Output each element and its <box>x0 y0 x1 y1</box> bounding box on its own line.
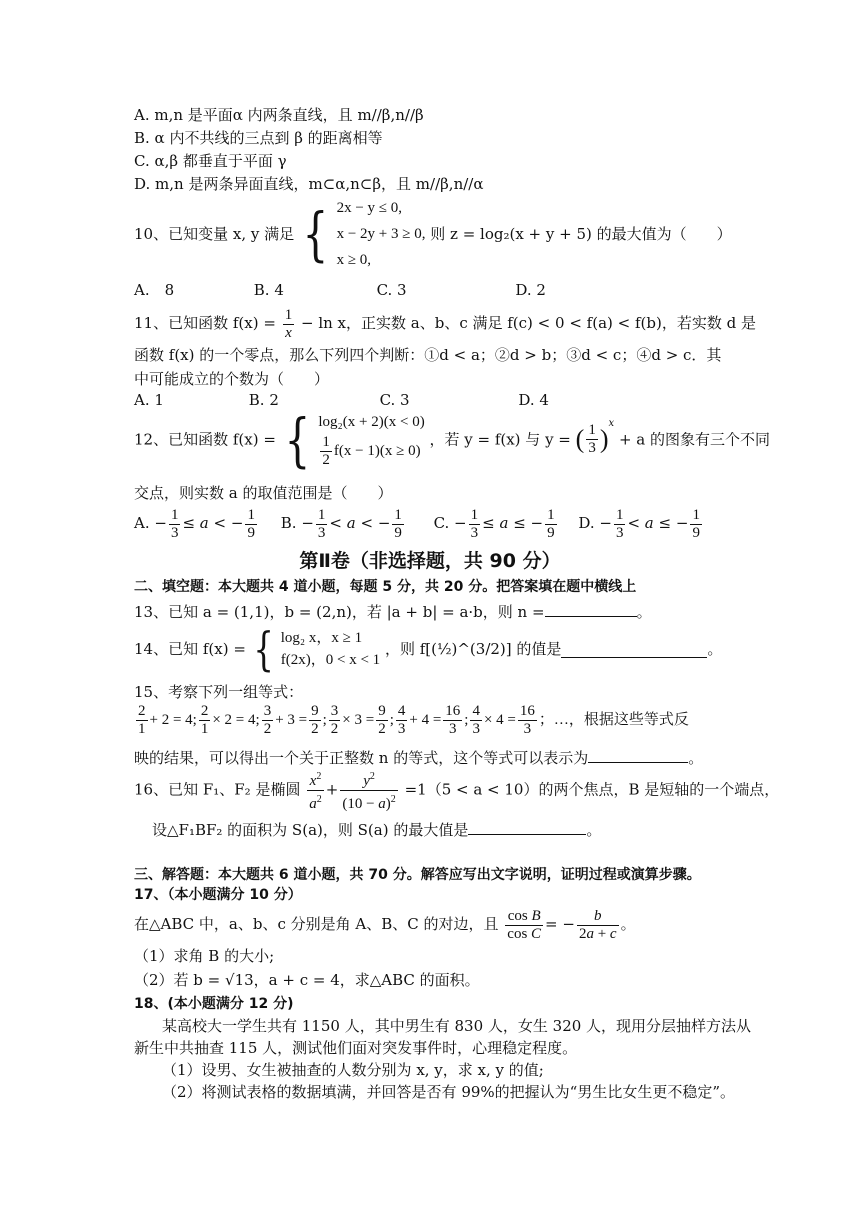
question-12: 12、已知函数 f(x) = { log₂(x + 2)(x < 0) $\frac{1}{2}$ f(x − 1)(x ≥ 0) ，若 y = f(x) 与 y = ( $\frac{1}{3}$ )$^x$ + a 的图象有三个不同 <box>134 405 770 474</box>
q12-option-b-label: B. <box>280 514 297 532</box>
q17-heading: 17、（本小题满分 10 分） <box>134 887 302 903</box>
q10-constraints <box>337 195 426 273</box>
q11-option-a: A. 1 <box>134 391 164 409</box>
brace-icon: { <box>302 200 329 268</box>
q18-part-2: （2）将测试表格的数据填满，并回答是否有 99%的把握认为“男生比女生更不稳定”。 <box>162 1083 735 1101</box>
question-14: 14、已知 f(x) = { log₂ x，x ≥ 1 f(2x)，0 < x < 1 ，则 f[(½)^(3/2)] 的值是 。 <box>134 622 723 676</box>
question-13: 13、已知 a = (1,1)，b = (2,n)，若 |a + b| = a·b，则 n = 。 <box>134 600 652 622</box>
q10-option-d: D. 2 <box>515 281 546 299</box>
q14-case-1: log₂ x，x ≥ 1 <box>280 630 363 646</box>
q12-option-b: B. − $\frac{1}{3}$ < a < − $\frac{1}{9}$ <box>280 506 402 541</box>
paren-icon: ) <box>599 424 609 454</box>
q11-suffix: − ln x，正实数 a、b、c 满足 f(c) < 0 < f(a) < f(b)，若实数 d 是 <box>300 314 756 332</box>
q10-option-a: A. 8 <box>134 281 175 299</box>
q12-option-d-label: D. <box>578 514 595 532</box>
part-2-title: 第Ⅱ卷（非选择题，共 90 分） <box>299 550 561 572</box>
q11-prefix: 11、已知函数 f(x) = <box>134 314 276 332</box>
q11-option-c: C. 3 <box>379 391 410 409</box>
q16-answer-blank[interactable] <box>468 818 586 835</box>
q12-option-c-label: C. <box>433 514 450 532</box>
q12-option-a-label: A. <box>134 514 150 532</box>
q9-option-c: C. α,β 都垂直于平面 γ <box>134 152 287 170</box>
q10-prefix: 10、已知变量 x, y 满足 <box>134 225 295 243</box>
q12-suffix: + a 的图象有三个不同 <box>618 430 770 449</box>
section-3-heading: 三、解答题：本大题共 6 道小题，共 70 分。解答应写出文字说明，证明过程或演算步骤。 <box>134 867 701 883</box>
q12-option-a: A. − $\frac{1}{3}$ ≤ a < − $\frac{1}{9}$ <box>134 506 255 541</box>
q14-prefix: 14、已知 f(x) = <box>134 640 246 658</box>
q12-option-d: D. − $\frac{1}{3}$ < a ≤ − $\frac{1}{9}$ <box>578 506 700 541</box>
q12-option-c: C. − $\frac{1}{3}$ ≤ a ≤ − $\frac{1}{9}$ <box>433 506 555 541</box>
q17-part-2: （2）若 b = √13，a + c = 4，求△ABC 的面积。 <box>134 971 480 989</box>
q11-options <box>134 390 549 410</box>
q15-answer-blank[interactable] <box>588 746 688 763</box>
q9-option-d: D. m,n 是两条异面直线，m⊂α,n⊂β，且 m//β,n//α <box>134 175 484 193</box>
brace-icon: { <box>253 622 274 676</box>
q17-stem-text: 在△ABC 中，a、b、c 分别是角 A、B、C 的对边，且 <box>134 915 499 933</box>
q12-third-fraction: $\frac{1}{3}$ <box>588 422 596 456</box>
q11-fraction: $\frac{1}{x}$ <box>284 306 293 341</box>
q11-option-b: B. 2 <box>248 391 279 409</box>
q12-options <box>134 503 704 543</box>
q18-stem-2: 新生中共抽查 115 人，测试他们面对突发事件时，心理稳定程度。 <box>134 1039 578 1057</box>
q9-option-a: A. m,n 是平面α 内两条直线，且 m//β,n//β <box>134 106 424 124</box>
q17-stem: 在△ABC 中，a、b、c 分别是角 A、B、C 的对边，且 $\frac{\text{cos B}}{\text{cos C}}$ = − $\frac{b}{2a + c}$ 。 <box>134 907 636 942</box>
q10-options <box>134 280 546 300</box>
q17-part-1: （1）求角 B 的大小; <box>134 947 275 965</box>
q13-text: 13、已知 a = (1,1)，b = (2,n)，若 |a + b| = a·b，则 n = <box>134 603 545 621</box>
q10-suffix: 则 z = log₂(x + y + 5) 的最大值为（ ） <box>430 225 732 243</box>
q18-stem-1: 某高校大一学生共有 1150 人，其中男生有 830 人，女生 320 人，现用分层抽样方法从 <box>162 1017 752 1035</box>
q12-case-2 <box>318 434 424 469</box>
q11-line-3: 中可能成立的个数为（ ） <box>134 370 330 388</box>
q12-case-2-tail: f(x − 1)(x ≥ 0) <box>333 442 421 459</box>
q11-line-1 <box>134 305 756 342</box>
q14-answer-blank[interactable] <box>561 641 707 658</box>
q10-constraint-3: x ≥ 0, <box>336 252 372 268</box>
q10-constraint-1: 2x − y ≤ 0, <box>336 200 403 216</box>
q15-line-2-tail: ；…，根据这些等式反 <box>538 712 689 728</box>
q16-line-2: 设△F₁BF₂ 的面积为 S(a)，则 S(a) 的最大值是 。 <box>152 818 601 840</box>
q9-option-b: B. α 内不共线的三点到 β 的距离相等 <box>134 129 383 147</box>
q12-case-1: log₂(x + 2)(x < 0) <box>318 414 425 430</box>
q11-option-d: D. 4 <box>518 391 549 409</box>
q10-option-c: C. 3 <box>376 281 407 299</box>
question-10 <box>134 195 732 273</box>
q14-cases <box>281 627 380 671</box>
q11-line-2: 函数 f(x) 的一个零点，那么下列四个判断：①d < a；②d > b；③d < c；④d > c．其 <box>134 346 722 364</box>
q13-answer-blank[interactable] <box>545 600 637 617</box>
brace-icon: { <box>284 405 311 474</box>
q14-case-2: f(2x)，0 < x < 1 <box>280 652 381 668</box>
q16-line-2-text: 设△F₁BF₂ 的面积为 S(a)，则 S(a) 的最大值是 <box>152 821 469 839</box>
q15-line-1: 15、考察下列一组等式： <box>134 683 304 701</box>
q16-suffix: =1（5 < a < 10）的两个焦点，B 是短轴的一个端点， <box>404 780 780 799</box>
q15-equations: $\frac{2}{1}$ + 2 = 4; $\frac{2}{1}$ × 2 = 4; $\frac{3}{2}$ + 3 = $\frac{9}{2}$ ; $\frac{3}{2}$ × 3 = $\frac{9}{2}$ ; $\frac{4}{3}$ + 4 = $\frac{16}{3}$ ; $\frac{4}{3}$ × 4 = $\frac{16}{3}$ ；…，根据这些等式反 <box>138 703 689 738</box>
q18-part-1: （1）设男、女生被抽查的人数分别为 x, y，求 x, y 的值; <box>162 1061 544 1079</box>
q15-line-3-text: 映的结果，可以得出一个关于正整数 n 的等式，这个等式可以表示为 <box>134 749 589 767</box>
q12-line-2: 交点，则实数 a 的取值范围是（ ） <box>134 484 393 502</box>
q14-suffix: ，则 f[(½)^(3/2)] 的值是 <box>384 640 562 658</box>
q18-heading: 18、(本小题满分 12 分) <box>134 996 294 1012</box>
q12-half-fraction: $\frac{1}{2}$ <box>322 434 330 468</box>
q15-line-3: 映的结果，可以得出一个关于正整数 n 的等式，这个等式可以表示为 。 <box>134 746 703 768</box>
q16-line-1: 16、已知 F₁、F₂ 是椭圆 $\frac{x^2}{a^2}$ + $\frac{y^2}{(10 - a)^2}$ =1（5 < a < 10）的两个焦点，B 是短轴的一个端点， <box>134 768 779 813</box>
q10-option-b: B. 4 <box>253 281 284 299</box>
q10-constraint-2: x − 2y + 3 ≥ 0, <box>336 226 426 242</box>
q12-prefix: 12、已知函数 f(x) = <box>134 430 276 449</box>
q12-cases <box>318 410 424 469</box>
q16-prefix: 16、已知 F₁、F₂ 是椭圆 <box>134 780 301 799</box>
paren-icon: ( <box>575 424 585 454</box>
q12-mid: ，若 y = f(x) 与 y = <box>429 430 571 449</box>
section-2-heading: 二、填空题：本大题共 4 道小题，每题 5 分，共 20 分。把答案填在题中横线上 <box>134 579 637 595</box>
